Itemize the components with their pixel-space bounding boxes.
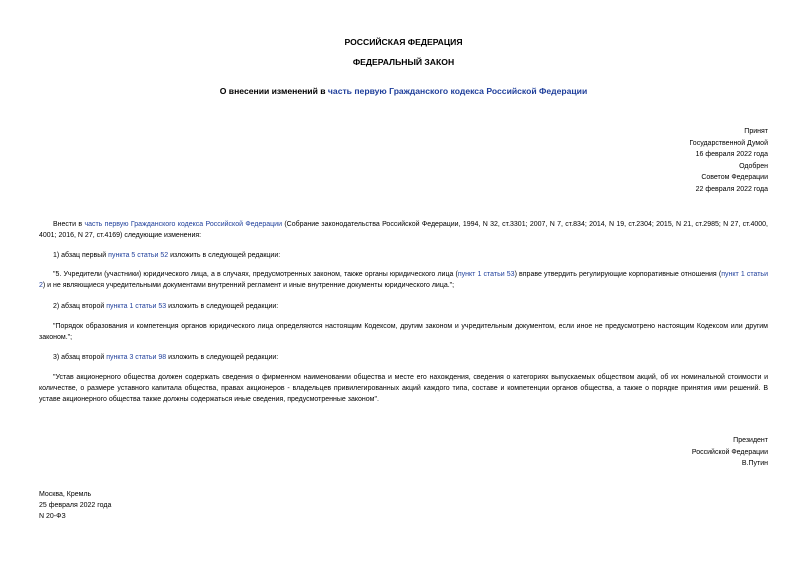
article-98-link[interactable]: пункта 3 статьи 98 [106,354,167,361]
text-segment: Внести в [53,221,85,228]
text-segment: изложить в следующей редакции: [166,303,279,310]
duma-label: Государственной Думой [689,139,768,147]
president-name: В.Путин [741,460,768,468]
approved-label: Одобрен [739,162,768,170]
council-label: Советом Федерации [701,174,768,182]
president-title: Президент [733,437,768,444]
article-2-link[interactable]: пункт 1 статьи 2 [39,271,768,290]
paragraph-item-3 [39,352,768,363]
law-title [0,86,807,96]
signature-block [692,435,768,470]
article-52-link[interactable]: пункта 5 статьи 52 [108,252,169,259]
doc-type-heading: ФЕДЕРАЛЬНЫЙ ЗАКОН [352,57,455,67]
council-date: 22 февраля 2022 года [695,185,768,193]
country-heading: РОССИЙСКАЯ ФЕДЕРАЦИЯ [344,37,463,47]
text-segment: изложить в следующей редакции: [168,252,281,259]
place-block [39,489,111,523]
text-segment: изложить в следующей редакции: [166,354,279,361]
text-segment: 2) абзац второй [53,303,107,310]
paragraph-intro [39,219,768,241]
article-53-link-2[interactable]: пункта 1 статьи 53 [106,303,167,310]
paragraph-quote-2: "Порядок образования и компетенция органов юридического лица определяются настоящим Кодексом, другим законом и учредительным документом, если иное не предусмотрено настоящим Кодексом или другим законом."; [39,323,768,342]
accepted-label: Принят [744,128,768,135]
text-segment: (Собрание законодательства Российской Федерации, 1994, N 32, ст.3301; 2007, N 7, ст.834; 2014, N 19, ст.2304; 2015, N 21, ст.2985; N 27, ст.4000, 4001; 2016, N 27, ст.4169) следующие изменения: [39,221,769,240]
adoption-block [689,126,768,196]
place-date: 25 февраля 2022 года [39,502,112,510]
law-number: N 20-ФЗ [39,513,66,521]
civil-code-link[interactable]: часть первую Гражданского кодекса Российской Федерации [84,221,282,228]
paragraph-item-1 [39,250,768,261]
president-country: Российской Федерации [691,448,768,456]
paragraph-item-2 [39,301,768,312]
paragraph-quote-3: "Устав акционерного общества должен содержать сведения о фирменном наименовании общества и месте его нахождения, сведения о категориях выпускаемых обществом акций, об их номинальной стоимости и количестве, о размере уставного капитала общества, правах акционеров - владельцев привилегированных акций каждого типа, составе и компетенции органов общества, а также о порядке принятия ими решений. В уставе акционерного общества также должны содержаться иные сведения, предусмотренные законом". [39,374,768,404]
text-segment: 1) абзац первый [53,252,109,259]
duma-date: 16 февраля 2022 года [695,151,768,159]
place-city: Москва, Кремль [39,491,92,498]
text-segment: "5. Учредители (участники) юридического лица, а в случаях, предусмотренных законом, также органы юридического лица ( [53,271,458,278]
text-segment: 3) абзац второй [53,354,107,361]
law-title-prefix: О внесении изменений в [219,86,328,96]
article-53-link[interactable]: пункт 1 статьи 53 [457,271,515,278]
text-segment: ) вправе утвердить регулирующие корпоративные отношения ( [514,271,722,278]
civil-code-link-title[interactable]: часть первую Гражданского кодекса Российской Федерации [327,86,588,96]
paragraph-quote-1 [39,269,768,291]
text-segment: ) и не являющиеся учредительными документами внутренний регламент и иные внутренние документы юридического лица."; [42,282,455,290]
